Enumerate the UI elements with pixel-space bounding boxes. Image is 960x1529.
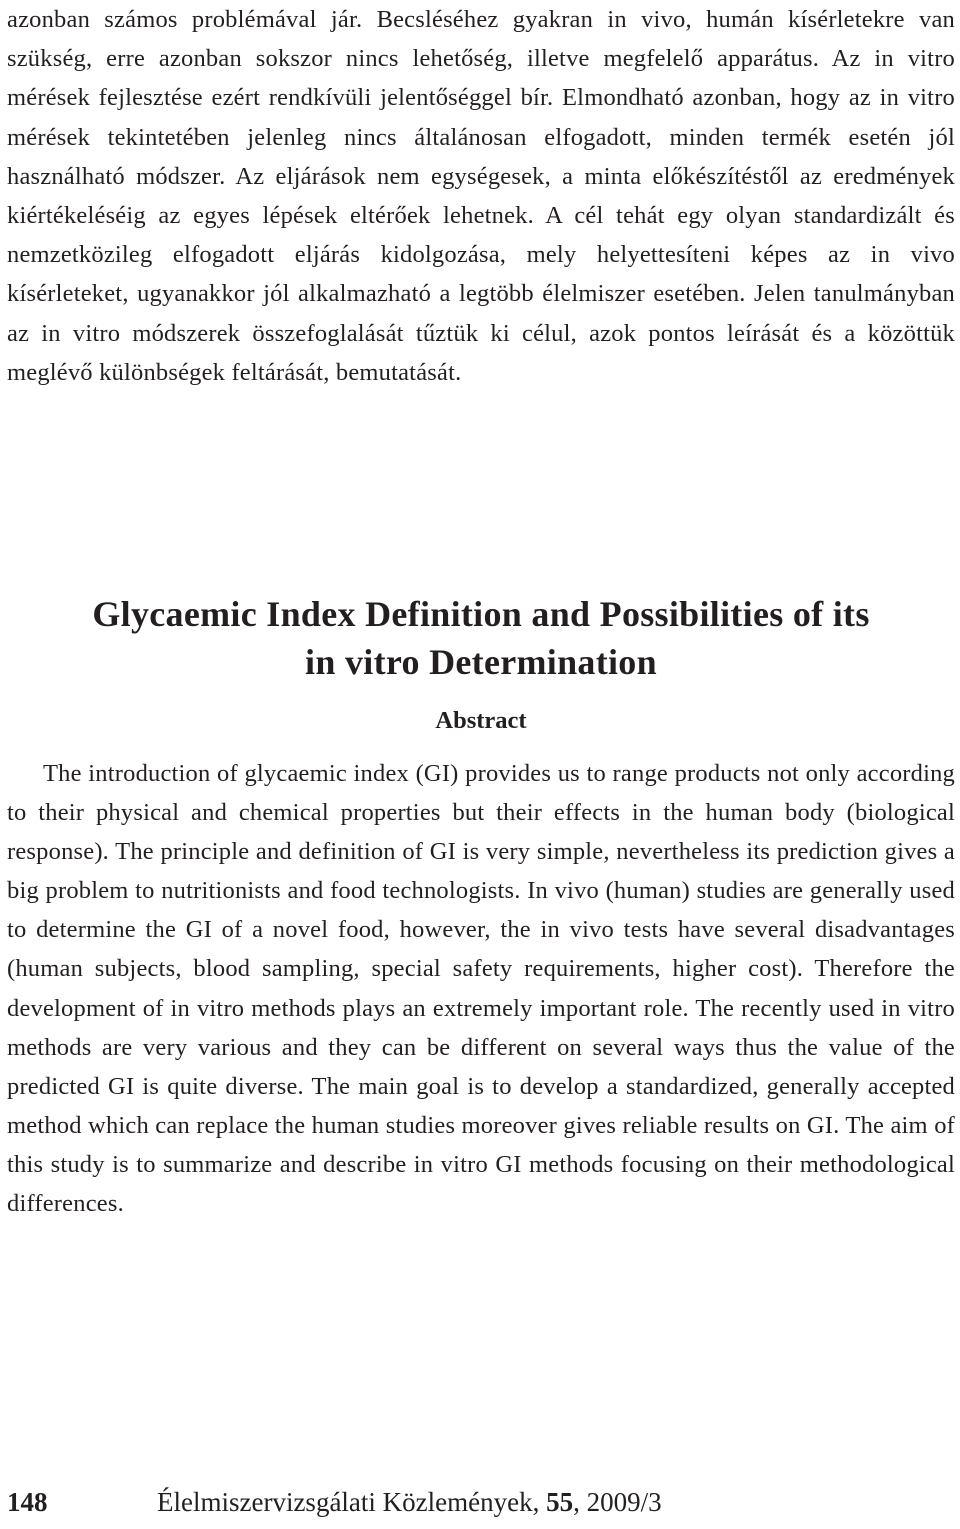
journal-name: Élelmiszervizsgálati Közlemények, bbox=[157, 1487, 547, 1517]
english-title-line-1: Glycaemic Index Definition and Possibilities of its bbox=[92, 594, 870, 634]
journal-issue: , 2009/3 bbox=[573, 1487, 662, 1517]
english-title bbox=[7, 590, 955, 686]
page-number: 148 bbox=[7, 1487, 48, 1517]
english-title-block bbox=[7, 590, 955, 738]
abstract-heading: Abstract bbox=[435, 707, 527, 734]
english-title-line-2: in vitro Determination bbox=[305, 642, 657, 682]
abstract-paragraph: The introduction of glycaemic index (GI) provides us to range products not only according to their physical and chemical properties but their effects in the human body (biological response). The principle and definition of GI is very simple, nevertheless its prediction gives a big problem to nutritionists and food technologists. In vivo (human) studies are generally used to determine the GI of a novel food, however, the in vivo tests have several disadvantages (human subjects, blood sampling, special safety requirements, higher cost). Therefore the development of in vitro methods plays an extremely important role. The recently used in vitro methods are very various and they can be different on several ways thus the value of the predicted GI is quite diverse. The main goal is to develop a standardized, generally accepted method which can replace the human studies moreover gives reliable results on GI. The aim of this study is to summarize and describe in vitro GI methods focusing on their methodological differences. bbox=[7, 760, 955, 1218]
page-footer bbox=[7, 1484, 955, 1520]
journal-volume: 55 bbox=[546, 1487, 574, 1517]
hungarian-summary-paragraph: azonban számos problémával jár. Becsléséhez gyakran in vivo, humán kísérletekre van szükség, erre azonban sokszor nincs lehetőség, illetve megfelelő apparátus. Az in vitro mérések fejlesztése ezért rendkívüli jelentőséggel bír. Elmondható azonban, hogy az in vitro mérések tekintetében jelenleg nincs általánosan elfogadott, minden termék esetén jól használható módszer. Az eljárások nem egységesek, a minta előkészítéstől az eredmények kiértékeléséig az egyes lépések eltérőek lehetnek. A cél tehát egy olyan standardizált és nemzetközileg elfogadott eljárás kidolgozása, mely helyettesíteni képes az in vivo kísérleteket, ugyanakkor jól alkalmazható a legtöbb élelmiszer esetében. Jelen tanulmányban az in vitro módszerek összefoglalását tűztük ki célul, azok pontos leírását és a közöttük meglévő különbségek feltárását, bemutatását. bbox=[7, 6, 955, 386]
page bbox=[7, 0, 955, 1517]
